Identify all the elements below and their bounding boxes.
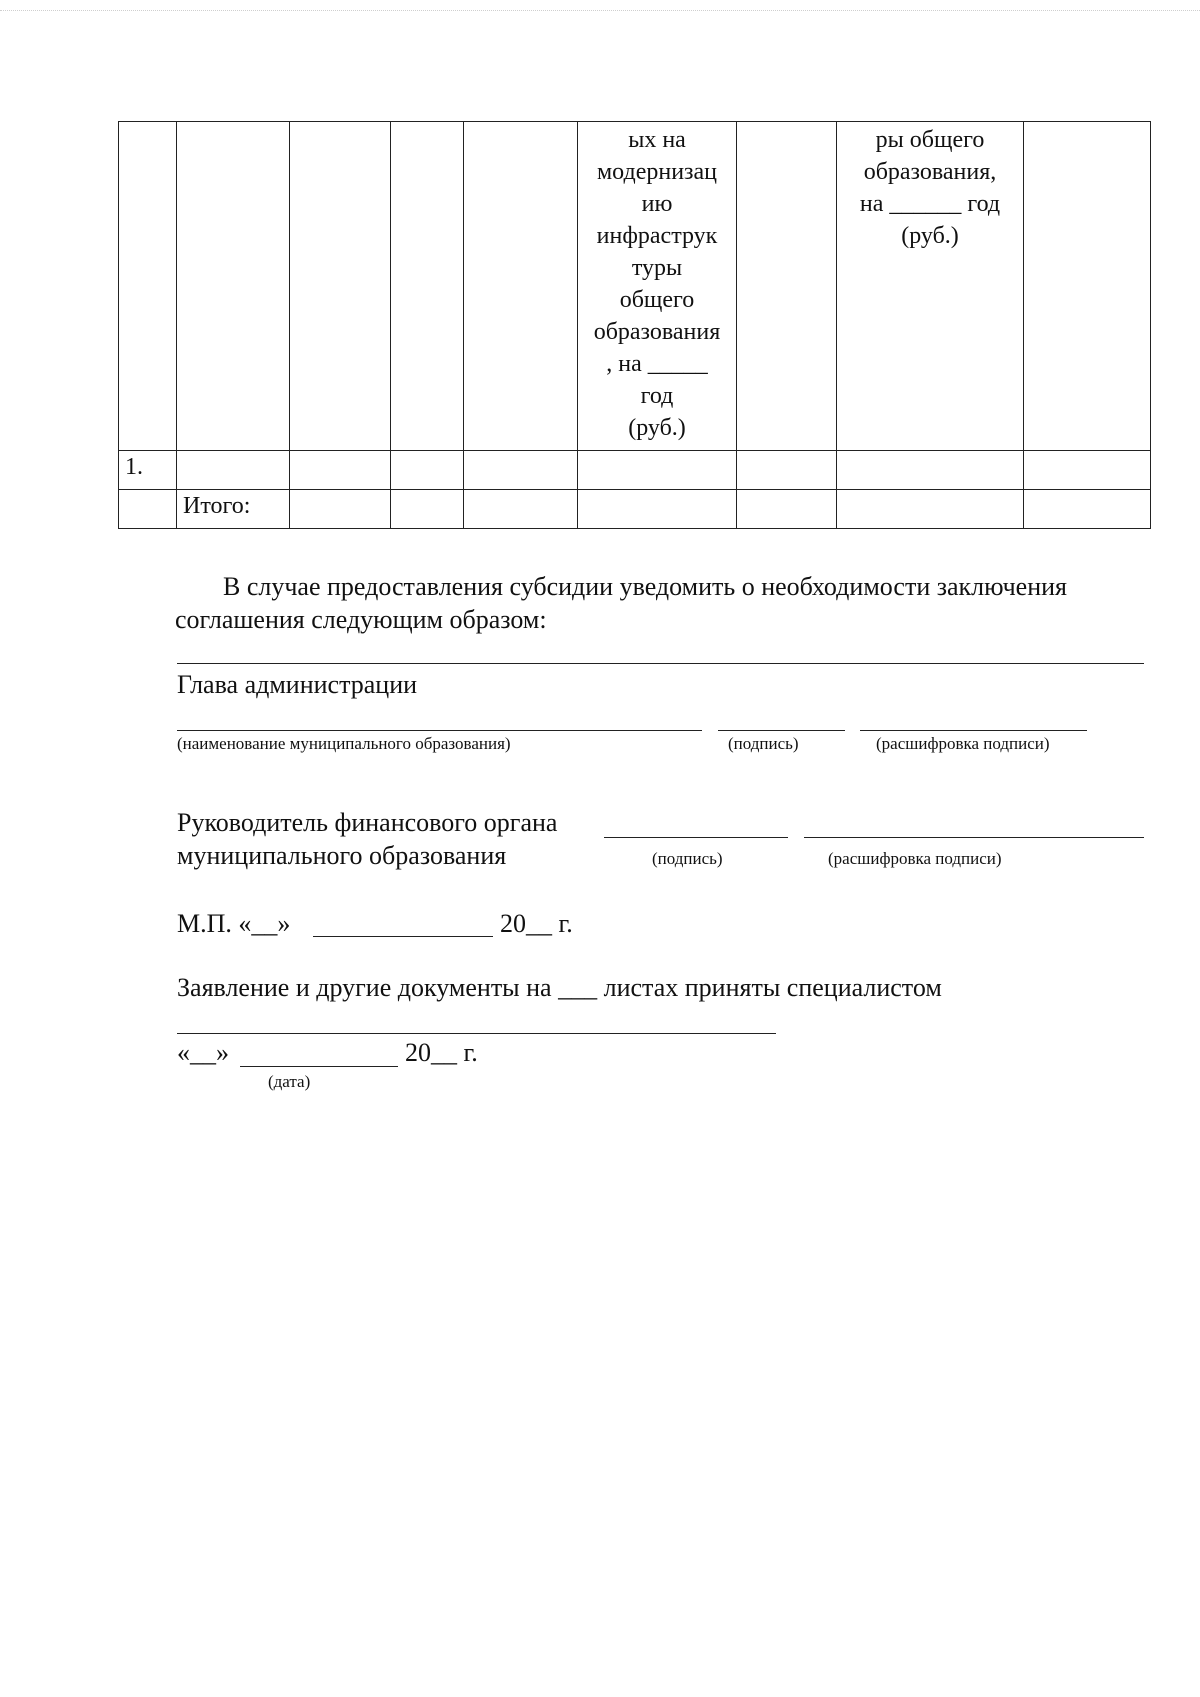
table-cell (737, 122, 837, 451)
acceptance-date-prefix: «__» (177, 1038, 229, 1067)
table-cell (177, 122, 290, 451)
head-signature-line (718, 730, 845, 731)
table-header-row (119, 122, 1151, 451)
table-header-modernization (578, 122, 737, 451)
table-cell (837, 490, 1024, 529)
head-decoding-caption: (расшифровка подписи) (876, 734, 1050, 753)
head-signature-caption: (подпись) (728, 734, 799, 753)
table-cell (578, 451, 737, 490)
table-cell (464, 451, 578, 490)
table-cell (1024, 451, 1151, 490)
row-number: 1. (119, 451, 177, 490)
table-cell (177, 451, 290, 490)
specialist-name-line (177, 1033, 776, 1034)
modernization-header-text: ых на модернизац ию инфраструк туры общего образования , на _____ год (руб.) (593, 127, 721, 441)
finance-decoding-caption: (расшифровка подписи) (828, 849, 1002, 868)
table-cell (578, 490, 737, 529)
table-total-row (119, 490, 1151, 529)
finance-decoding-line (804, 837, 1144, 838)
table-cell (1024, 122, 1151, 451)
head-decoding-line (860, 730, 1087, 731)
finance-signature-line (604, 837, 788, 838)
municipality-name-line (177, 730, 702, 731)
table-cell (391, 490, 464, 529)
table-cell (464, 490, 578, 529)
table-cell (391, 122, 464, 451)
subsidy-table (118, 121, 1151, 529)
page-top-edge (0, 10, 1200, 11)
finance-head-line2: муниципального образования (177, 841, 507, 870)
education-header-text: ры общего образования, на ______ год (руб.) (859, 127, 1001, 249)
table-cell (737, 451, 837, 490)
table-cell (290, 451, 391, 490)
acceptance-date-caption: (дата) (268, 1072, 311, 1091)
notice-fill-line (177, 663, 1144, 664)
table-cell (290, 122, 391, 451)
table-cell (119, 122, 177, 451)
acceptance-date-line (240, 1066, 398, 1067)
table-cell (1024, 490, 1151, 529)
table-cell (464, 122, 578, 451)
stamp-date-year: 20__ г. (500, 909, 573, 938)
documents-accepted-text: Заявление и другие документы на ___ листах приняты специалистом (177, 973, 942, 1002)
finance-signature-caption: (подпись) (652, 849, 723, 868)
total-label: Итого: (177, 490, 290, 529)
table-cell (391, 451, 464, 490)
table-header-education (837, 122, 1024, 451)
table-cell (837, 451, 1024, 490)
table-cell (119, 490, 177, 529)
table-cell (290, 490, 391, 529)
municipality-name-caption: (наименование муниципального образования) (177, 734, 511, 753)
finance-head-line1: Руководитель финансового органа (177, 808, 558, 837)
acceptance-date-year: 20__ г. (405, 1038, 478, 1067)
notice-paragraph: В случае предоставления субсидии уведомить о необходимости заключения соглашения следующим образом: (175, 572, 1067, 634)
table-cell (737, 490, 837, 529)
stamp-date-prefix: М.П. «__» (177, 909, 291, 938)
head-of-admin-title: Глава администрации (177, 670, 418, 699)
stamp-date-line (313, 936, 493, 937)
table-row (119, 451, 1151, 490)
